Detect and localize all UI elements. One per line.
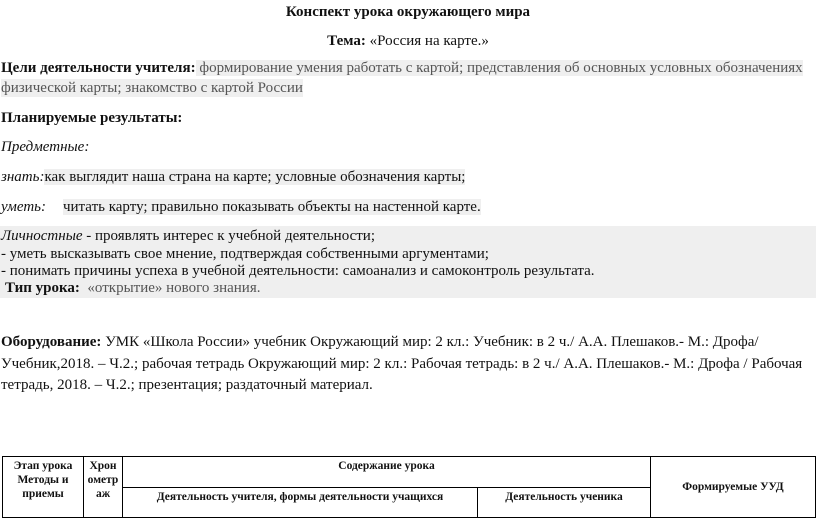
can-label: уметь:: [1, 199, 46, 215]
equipment-line-1: [1, 333, 759, 351]
goals-text-2: физической карты; знакомство с картой России: [1, 80, 303, 96]
topic-value: «Россия на карте.»: [365, 33, 489, 49]
header-content: Содержание урока: [123, 457, 651, 488]
personal-text: - проявлять интерес к учебной деятельности;: [82, 228, 375, 244]
lesson-type-value: «открытие» нового знания.: [87, 280, 261, 296]
planned-results-heading: Планируемые результаты:: [1, 110, 183, 126]
doc-title: Конспект урока окружающего мира: [285, 4, 531, 20]
can-line: [1, 198, 481, 216]
header-uud: Формируемые УУД: [651, 457, 816, 518]
lesson-type-label: Тип урока:: [5, 280, 80, 296]
can-text: читать карту; правильно показывать объекты на настенной карте.: [62, 199, 481, 215]
header-teacher-activity: Деятельность учителя, формы деятельности учащихся: [123, 488, 478, 518]
know-label: знать:: [1, 169, 45, 185]
know-line: [1, 168, 465, 186]
goals-label: Цели деятельности учителя:: [1, 60, 196, 76]
topic-label: Тема:: [327, 33, 366, 49]
topic-line: [0, 32, 816, 50]
personal-label: Личностные: [1, 228, 83, 244]
personal-line-2: - уметь высказывать свое мнение, подтверждая собственными аргументами;: [1, 246, 489, 262]
equipment-line-3: тетрадь, 2018. – Ч.2.; презентация; раздаточный материал.: [1, 377, 373, 393]
header-stage: Этап урока Методы и приемы: [3, 457, 84, 518]
goals-line-1: [1, 59, 803, 77]
equipment-line-2: Учебник,2018. – Ч.2.; рабочая тетрадь Окружающий мир: 2 кл.: Рабочая тетрадь: в 2 ч./ А.А. Плешаков.- М.: Дрофа / Рабочая: [1, 356, 803, 372]
header-time: Хронометраж: [84, 457, 123, 518]
equipment-label: Оборудование:: [1, 334, 102, 350]
know-text: как выглядит наша страна на карте; условные обозначения карты;: [44, 169, 466, 185]
personal-line-3: - понимать причины успеха в учебной деятельности: самоанализ и самоконтроль результата.: [1, 263, 595, 279]
equipment-text-1: УМК «Школа России» учебник Окружающий мир: 2 кл.: Учебник: в 2 ч./ А.А. Плешаков.- М.: Дрофа/: [101, 334, 759, 350]
lesson-type-line: [5, 279, 261, 297]
lesson-table: [2, 456, 816, 518]
personal-line-1: [1, 227, 375, 245]
header-student-activity: Деятельность ученика: [478, 488, 651, 518]
subject-label: Предметные:: [1, 139, 90, 155]
goals-text-1: формирование умения работать с картой; представления об основных условных обозначениях: [195, 60, 803, 76]
